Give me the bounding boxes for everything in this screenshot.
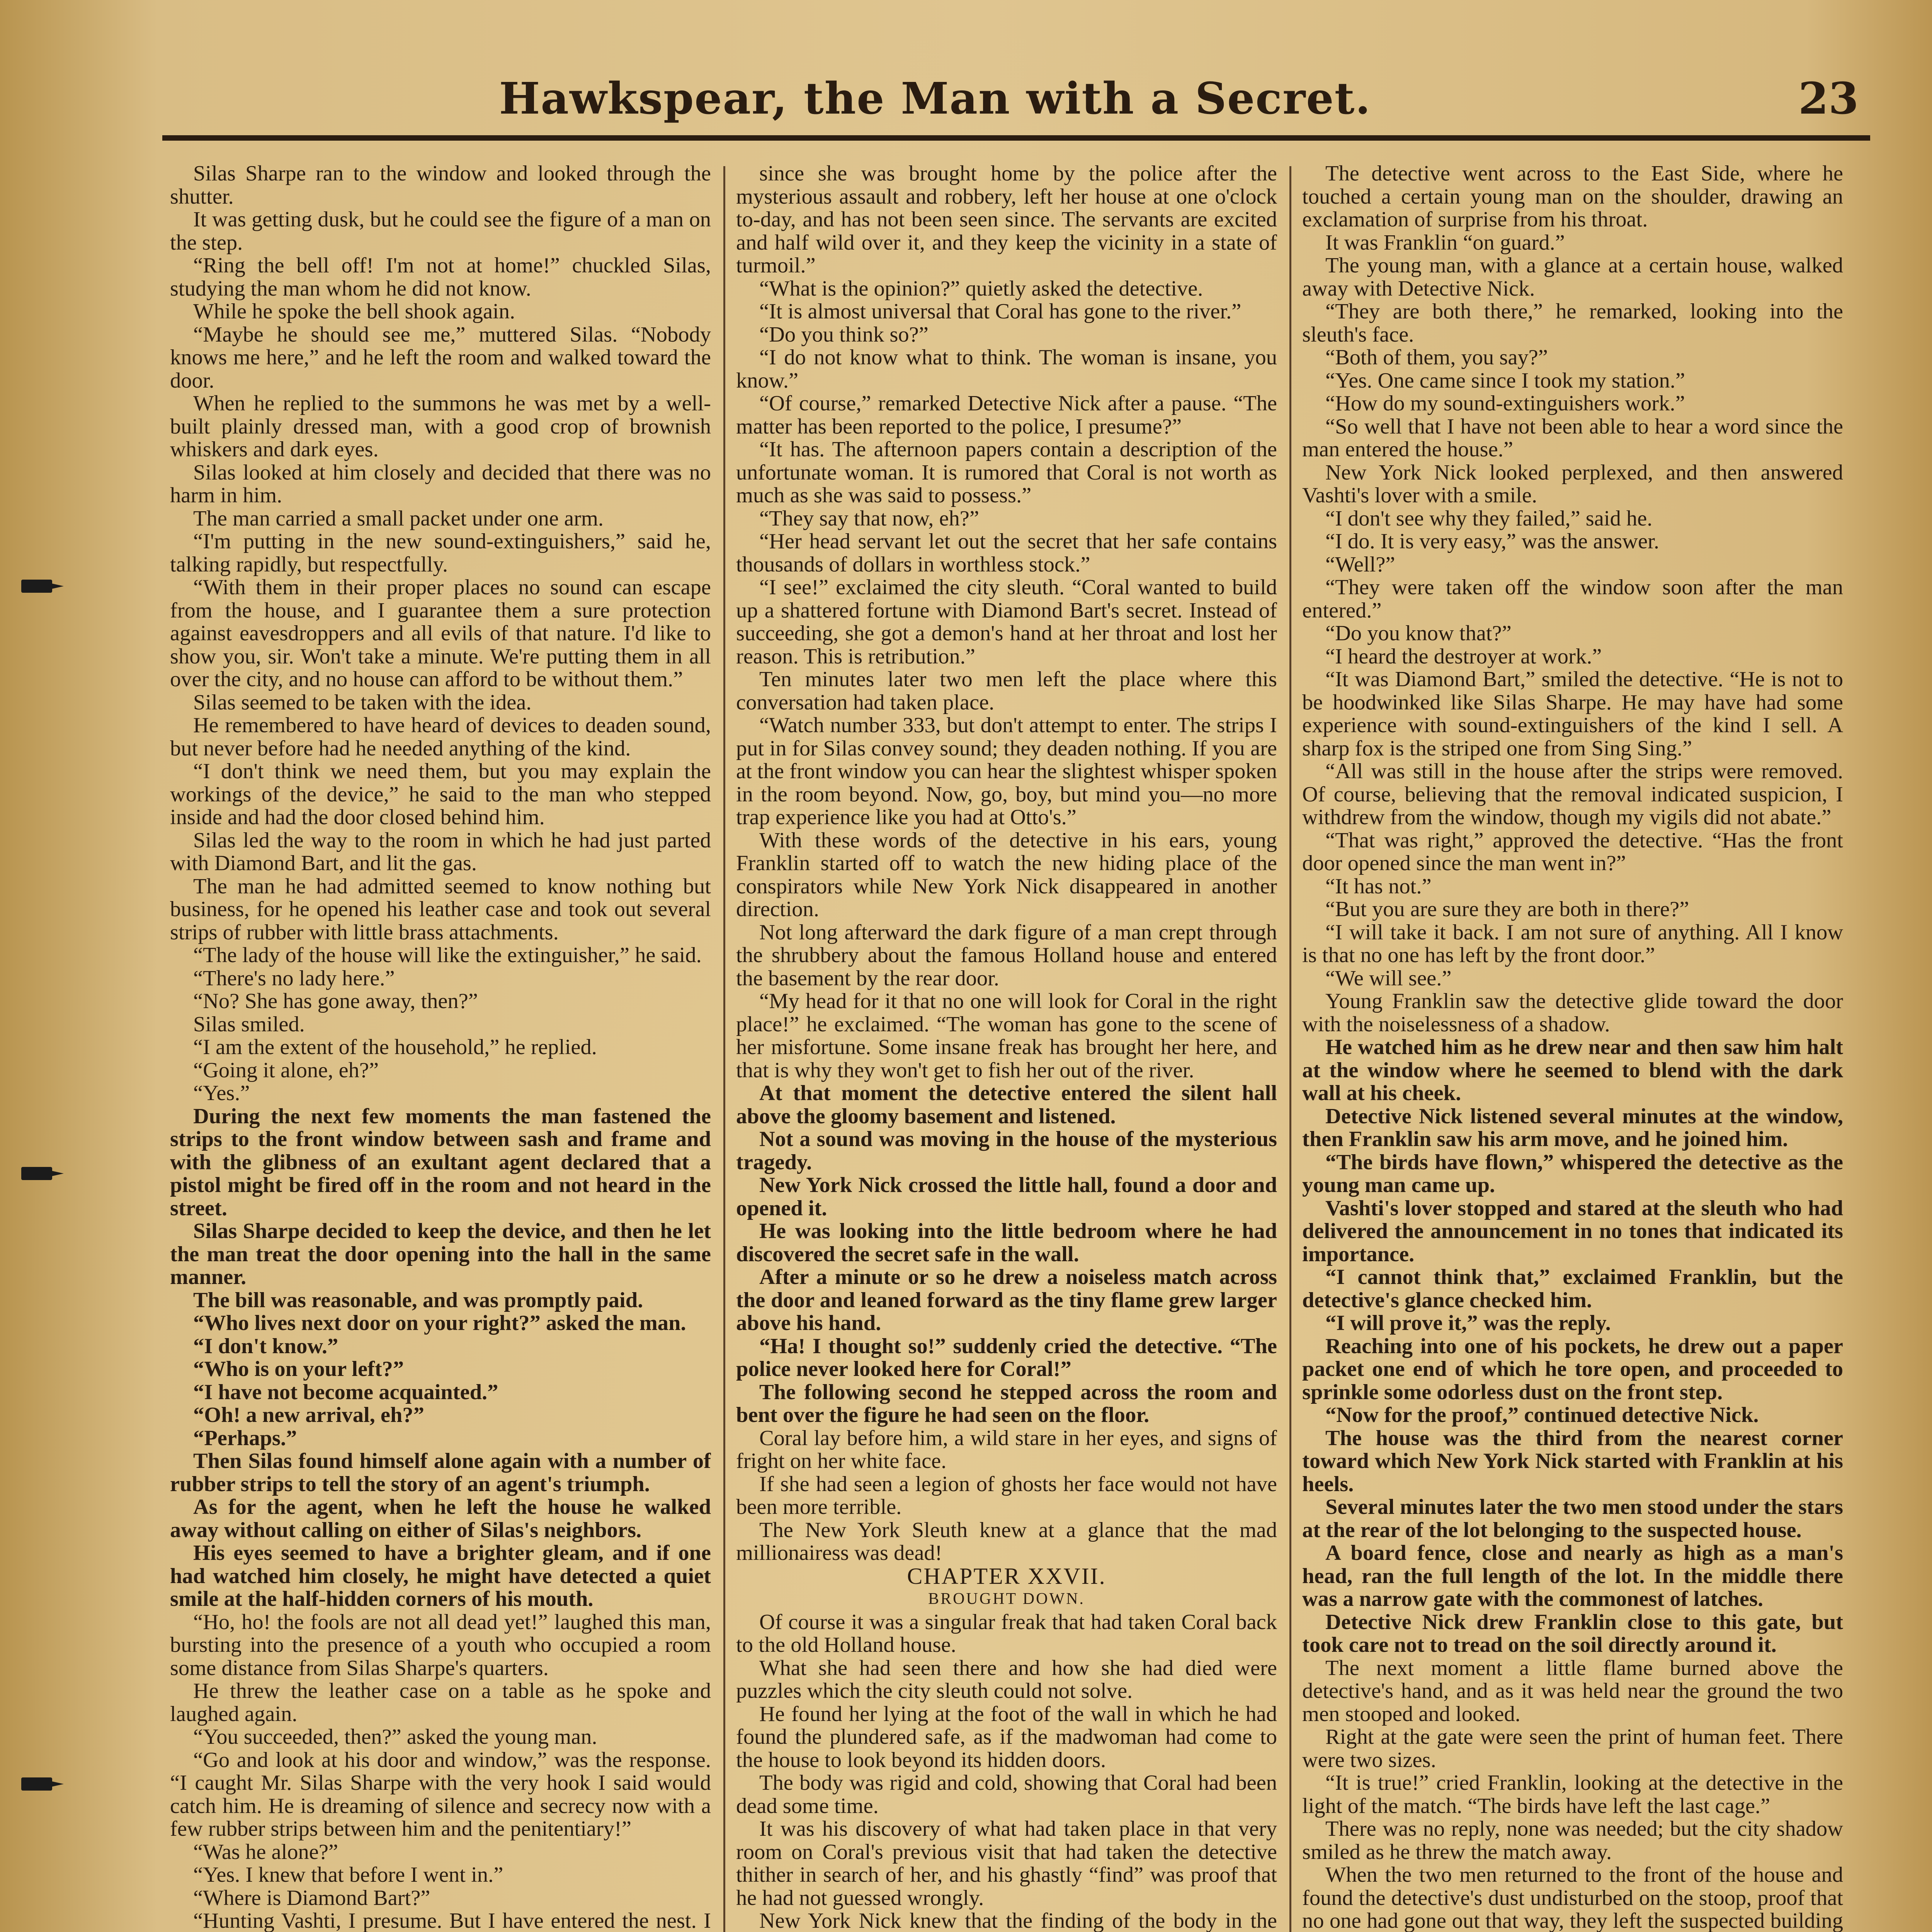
paragraph: With these words of the detective in his ears, young Franklin started off to watch the new hiding place of the conspirators while New York Nick disappeared in another direction.: [736, 828, 1277, 921]
paragraph: Coral lay before him, a wild stare in her eyes, and signs of fright on her white face.: [736, 1426, 1277, 1473]
paragraph: He remembered to have heard of devices to deaden sound, but never before had he needed anything of the kind.: [170, 713, 711, 760]
paragraph: “No? She has gone away, then?”: [193, 989, 478, 1013]
paragraph: While he spoke the bell shook again.: [193, 299, 515, 323]
paragraph: “You succeeded, then?” asked the young man.: [193, 1725, 597, 1749]
paragraph: It was Franklin “on guard.”: [1325, 230, 1565, 255]
paragraph: “Well?”: [1325, 552, 1395, 577]
paragraph: “I have not become acquainted.”: [193, 1380, 498, 1404]
paragraph: The man carried a small packet under one arm.: [193, 506, 604, 531]
paragraph: The next moment a little flame burned above the detective's hand, and as it was held near the ground the two men stooped and looked.: [1302, 1656, 1843, 1726]
paragraph: “Now for the proof,” continued detective Nick.: [1325, 1403, 1759, 1427]
binding-tab-marker: [21, 1777, 52, 1791]
paragraph: It was his discovery of what had taken place in that very room on Coral's previous visit that had taken the detective thither in search of her, and his ghastly “find” was proof that he had not guessed wrongly.: [736, 1817, 1277, 1910]
paragraph: “With them in their proper places no sound can escape from the house, and I guarantee them a sure protection against eavesdroppers and all evils of that nature. I'd like to show you, sir. Won't take a minute. We're putting them in all over the city, and no house can afford to be without them.”: [170, 575, 711, 691]
paragraph: “The birds have flown,” whispered the detective as the young man came up.: [1302, 1150, 1843, 1197]
paragraph: “I don't think we need them, but you may explain the workings of the device,” he said to the man who stepped inside and had the door closed behind him.: [170, 759, 711, 829]
paragraph: “Both of them, you say?”: [1325, 345, 1548, 369]
paragraph: “They were taken off the window soon after the man entered.”: [1302, 575, 1843, 622]
paragraph: A board fence, close and nearly as high as a man's head, ran the full length of the lot. In the middle there was a narrow gate with the commonest of latches.: [1302, 1541, 1843, 1611]
paragraph: Reaching into one of his pockets, he drew out a paper packet one end of which he tore open, and proceeded to sprinkle some odorless dust on the front step.: [1302, 1334, 1843, 1404]
paragraph: “Oh! a new arrival, eh?”: [193, 1403, 424, 1427]
paragraph: “I will prove it,” was the reply.: [1325, 1311, 1611, 1335]
paragraph: New York Nick knew that the finding of the body in the: [759, 1909, 1277, 1932]
paragraph: The New York Sleuth knew at a glance that the mad millionairess was dead!: [736, 1518, 1277, 1565]
paragraph: There was no reply, none was needed; but the city shadow smiled as he threw the match away.: [1302, 1817, 1843, 1864]
paragraph: During the next few moments the man fastened the strips to the front window between sash and frame and with the glibness of an exultant agent declared that a pistol might be fired off in the room and not heard in the street.: [170, 1104, 711, 1220]
paragraph: “How do my sound-extinguishers work.”: [1325, 391, 1685, 415]
paragraph: Silas looked at him closely and decided that there was no harm in him.: [170, 460, 711, 507]
paragraph: “Yes. I knew that before I went in.”: [193, 1863, 503, 1887]
paragraph: The bill was reasonable, and was promptly paid.: [193, 1288, 643, 1312]
paragraph: “I am the extent of the household,” he replied.: [193, 1035, 597, 1059]
paragraph: “Hunting Vashti, I presume. But I have entered the nest. I: [193, 1909, 711, 1932]
paragraph: He threw the leather case on a table as he spoke and laughed again.: [170, 1679, 711, 1726]
paragraph: Young Franklin saw the detective glide toward the door with the noiselessness of a shadow.: [1302, 989, 1843, 1036]
paragraph: “I'm putting in the new sound-extinguishers,” said he, talking rapidly, but respectfully.: [170, 529, 711, 577]
paragraph: What she had seen there and how she had died were puzzles which the city sleuth could not solve.: [736, 1656, 1277, 1703]
paragraph: Silas led the way to the room in which he had just parted with Diamond Bart, and lit the gas.: [170, 828, 711, 875]
running-title: Hawkspear, the Man with a Secret.: [499, 73, 1371, 124]
paragraph: Detective Nick drew Franklin close to this gate, but took care not to tread on the soil directly around it.: [1302, 1610, 1843, 1657]
chapter-subheading: BROUGHT DOWN.: [928, 1590, 1085, 1608]
paragraph: “Her head servant let out the secret that her safe contains thousands of dollars in worthless stock.”: [736, 529, 1277, 577]
paragraph: “My head for it that no one will look for Coral in the right place!” he exclaimed. “The woman has gone to the scene of her misfortune. Some insane freak has brought her here, and that is why they won't get to fish her out of the river.: [736, 989, 1277, 1082]
paragraph: At that moment the detective entered the silent hall above the gloomy basement and listened.: [736, 1081, 1277, 1128]
paragraph: The house was the third from the nearest corner toward which New York Nick started with Franklin at his heels.: [1302, 1426, 1843, 1496]
paragraph: Silas smiled.: [193, 1012, 305, 1036]
paragraph: The body was rigid and cold, showing that Coral had been dead some time.: [736, 1771, 1277, 1818]
binding-tab-marker: [21, 580, 52, 593]
paragraph: “Do you think so?”: [759, 322, 929, 347]
paragraph: Right at the gate were seen the print of human feet. There were two sizes.: [1302, 1725, 1843, 1772]
paragraph: “I don't know.”: [193, 1334, 338, 1358]
paragraph: The following second he stepped across the room and bent over the figure he had seen on the floor.: [736, 1380, 1277, 1427]
paragraph: “It has. The afternoon papers contain a description of the unfortunate woman. It is rumored that Coral is not worth as much as she was said to possess.”: [736, 437, 1277, 507]
paragraph: He watched him as he drew near and then saw him halt at the window where he seemed to blend with the dark wall at his cheek.: [1302, 1035, 1843, 1105]
column-text-block: [736, 1611, 1277, 1932]
paragraph: He found her lying at the foot of the wall in which he had found the plundered safe, as if the madwoman had come to the house to look beyond its hidden doors.: [736, 1702, 1277, 1772]
paragraph: It was getting dusk, but he could see the figure of a man on the step.: [170, 207, 711, 255]
paragraph: Then Silas found himself alone again with a number of rubber strips to tell the story of an agent's triumph.: [170, 1449, 711, 1496]
paragraph: “Of course,” remarked Detective Nick after a pause. “The matter has been reported to the police, I presume?”: [736, 391, 1277, 439]
paragraph: “I do not know what to think. The woman is insane, you know.”: [736, 345, 1277, 393]
paragraph: Several minutes later the two men stood under the stars at the rear of the lot belonging to the suspected house.: [1302, 1495, 1843, 1542]
paragraph: “All was still in the house after the strips were removed. Of course, believing that the removal indicated suspicion, I withdrew from the window, though my vigils did not abate.”: [1302, 759, 1843, 829]
paragraph: “I cannot think that,” exclaimed Franklin, but the detective's glance checked him.: [1302, 1265, 1843, 1312]
paragraph: “But you are sure they are both in there?”: [1325, 897, 1689, 921]
paragraph: Detective Nick listened several minutes at the window, then Franklin saw his arm move, and he joined him.: [1302, 1104, 1843, 1151]
paragraph: “It is almost universal that Coral has gone to the river.”: [759, 299, 1242, 323]
paragraph: “Going it alone, eh?”: [193, 1058, 379, 1082]
paragraph: “I heard the destroyer at work.”: [1325, 644, 1602, 668]
paragraph: “Was he alone?”: [193, 1840, 338, 1864]
paragraph: His eyes seemed to have a brighter gleam, and if one had watched him closely, he might have detected a quiet smile at the half-hidden corners of his mouth.: [170, 1541, 711, 1611]
paragraph: “Ring the bell off! I'm not at home!” chuckled Silas, studying the man whom he did not know.: [170, 253, 711, 301]
paragraph: When he replied to the summons he was met by a well-built plainly dressed man, with a good crop of brownish whiskers and dark eyes.: [170, 391, 711, 461]
paragraph: If she had seen a legion of ghosts her face would not have been more terrible.: [736, 1472, 1277, 1519]
paragraph: “Maybe he should see me,” muttered Silas. “Nobody knows me here,” and he left the room and walked toward the door.: [170, 322, 711, 393]
paragraph: The young man, with a glance at a certain house, walked away with Detective Nick.: [1302, 253, 1843, 301]
paragraph: “Who lives next door on your right?” asked the man.: [193, 1311, 686, 1335]
paragraph: “Yes.”: [193, 1081, 250, 1105]
column-divider: [1289, 166, 1291, 1932]
page-number: 23: [1798, 73, 1859, 124]
paragraph: “Where is Diamond Bart?”: [193, 1886, 430, 1910]
paragraph: “The lady of the house will like the extinguisher,” he said.: [193, 943, 702, 967]
paragraph: Silas seemed to be taken with the idea.: [193, 690, 532, 714]
paragraph: Not long afterward the dark figure of a man crept through the shrubbery about the famous Holland house and entered the basement by the rear door.: [736, 920, 1277, 990]
paragraph: “I do. It is very easy,” was the answer.: [1325, 529, 1659, 553]
paragraph: Silas Sharpe ran to the window and looked through the shutter.: [170, 162, 711, 209]
text-column-right: [1302, 162, 1843, 1932]
paragraph: “We will see.”: [1325, 966, 1452, 990]
paragraph: “Who is on your left?”: [193, 1357, 404, 1381]
paragraph: “That was right,” approved the detective. “Has the front door opened since the man went in?”: [1302, 828, 1843, 875]
paragraph: “Ho, ho! the fools are not all dead yet!” laughed this man, bursting into the presence of a youth who occupied a room some distance from Silas Sharpe's quarters.: [170, 1610, 711, 1680]
paragraph: “I see!” exclaimed the city sleuth. “Coral wanted to build up a shattered fortune with Diamond Bart's secret. Instead of succeeding, she got a demon's hand at her throat and lost her reason. This is retribution.”: [736, 575, 1277, 668]
paragraph: “They are both there,” he remarked, looking into the sleuth's face.: [1302, 299, 1843, 347]
paragraph: “I will take it back. I am not sure of anything. All I know is that no one has left by the front door.”: [1302, 920, 1843, 967]
paragraph: “It has not.”: [1325, 874, 1432, 898]
paragraph: “They say that now, eh?”: [759, 506, 979, 531]
paragraph: “Watch number 333, but don't attempt to enter. The strips I put in for Silas convey sound; they deaden nothing. If you are at the front window you can hear the slightest whisper spoken in the room beyond. Now, go, boy, but mind you—no more trap experience like you had at Otto's.”: [736, 713, 1277, 829]
paragraph: “It was Diamond Bart,” smiled the detective. “He is not to be hoodwinked like Silas Sharpe. He may have had some experience with sound-extinguishers of the kind I sell. A sharp fox is the striped one from Sing Sing.”: [1302, 667, 1843, 760]
column-divider: [723, 166, 725, 1932]
paragraph: After a minute or so he drew a noiseless match across the door and leaned forward as the tiny flame grew larger above his hand.: [736, 1265, 1277, 1335]
paragraph: “Do you know that?”: [1325, 621, 1512, 645]
paragraph: “So well that I have not been able to hear a word since the man entered the house.”: [1302, 414, 1843, 461]
paragraph: New York Nick looked perplexed, and then answered Vashti's lover with a smile.: [1302, 460, 1843, 507]
paragraph: He was looking into the little bedroom where he had discovered the secret safe in the wall.: [736, 1219, 1277, 1266]
paragraph: The man he had admitted seemed to know nothing but business, for he opened his leather case and took out several strips of rubber with little brass attachments.: [170, 874, 711, 944]
paragraph: The detective went across to the East Side, where he touched a certain young man on the shoulder, drawing an exclamation of surprise from his throat.: [1302, 162, 1843, 231]
paragraph: Vashti's lover stopped and stared at the sleuth who had delivered the announcement in no tones that indicated its importance.: [1302, 1196, 1843, 1266]
column-text-block: [736, 162, 1277, 1565]
paragraph: “It is true!” cried Franklin, looking at the detective in the light of the match. “The birds have left the last cage.”: [1302, 1771, 1843, 1818]
chapter-heading: CHAPTER XXVII.: [907, 1563, 1106, 1589]
text-column-middle: [736, 162, 1277, 1932]
paragraph: “Perhaps.”: [193, 1426, 297, 1450]
paragraph: “There's no lady here.”: [193, 966, 395, 990]
paragraph: Ten minutes later two men left the place where this conversation had taken place.: [736, 667, 1277, 714]
paragraph: since she was brought home by the police after the mysterious assault and robbery, left her house at one o'clock to-day, and has not been seen since. The servants are excited and half wild over it, and they keep the vicinity in a state of turmoil.”: [736, 162, 1277, 277]
paragraph: “I don't see why they failed,” said he.: [1325, 506, 1653, 531]
paragraph: Silas Sharpe decided to keep the device, and then he let the man treat the door opening into the hall in the same manner.: [170, 1219, 711, 1289]
paragraph: Not a sound was moving in the house of the mysterious tragedy.: [736, 1127, 1277, 1174]
paragraph: When the two men returned to the front of the house and found the detective's dust undisturbed on the stoop, proof that no one had gone out that way, they left the suspected building: [1302, 1863, 1843, 1932]
paragraph: “Go and look at his door and window,” was the response. “I caught Mr. Silas Sharpe with the very hook I said would catch him. He is dreaming of silence and secrecy now with a few rubber strips between him and the penitentiary!”: [170, 1748, 711, 1841]
header-rule: [162, 135, 1870, 141]
paragraph: Of course it was a singular freak that had taken Coral back to the old Holland house.: [736, 1610, 1277, 1657]
paragraph: “Yes. One came since I took my station.”: [1325, 368, 1685, 393]
paragraph: As for the agent, when he left the house he walked away without calling on either of Silas's neighbors.: [170, 1495, 711, 1542]
paragraph: “Ha! I thought so!” suddenly cried the detective. “The police never looked here for Coral!”: [736, 1334, 1277, 1381]
text-column-left: [170, 162, 711, 1932]
paragraph: New York Nick crossed the little hall, found a door and opened it.: [736, 1173, 1277, 1220]
paragraph: “What is the opinion?” quietly asked the detective.: [759, 276, 1203, 301]
binding-tab-marker: [21, 1167, 52, 1180]
